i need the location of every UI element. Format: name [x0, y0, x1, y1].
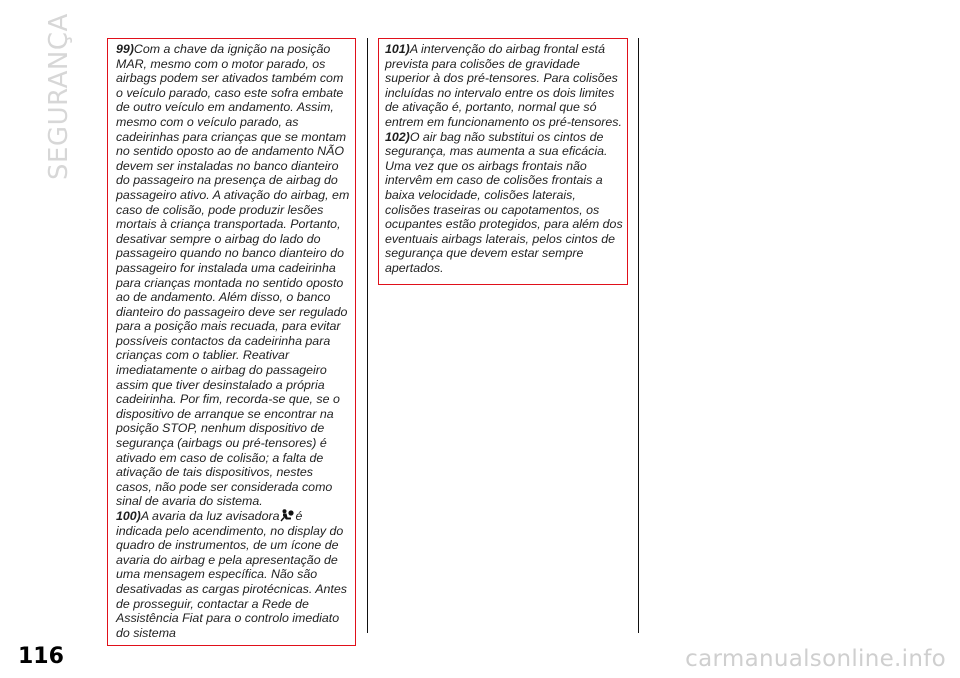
warning-notes-box-left: [107, 38, 356, 646]
note-number: 101): [385, 42, 410, 56]
page-number: 116: [18, 644, 64, 669]
note-102: [385, 130, 623, 276]
airbag-warning-icon: [280, 509, 294, 522]
note-text-continued: é indicada pelo acendimento, no display do quadro de instrumentos, de um ícone de avaria do airbag e pela apresentação de uma mensagem específica. Não são desativadas as cargas pirotécnicas. Antes de prosseguir, contactar a Rede de Assistência Fiat para o controlo imediato do sistema: [116, 509, 347, 640]
note-101: [385, 42, 623, 130]
section-title: SEGURANÇA: [44, 13, 74, 180]
column-divider: [638, 38, 639, 633]
note-text: Com a chave da ignição na posição MAR, mesmo com o motor parado, os airbags podem ser ativados também com o veículo parado, caso este sofra embate de outro veículo em andamento. Assim, mesmo com o veículo parado, as cadeirinhas para crianças que se montam no sentido oposto ao de andamento NÃO devem ser instaladas no banco dianteiro do passageiro na presença de airbag do passageiro ativo. A ativação do airbag, em caso de colisão, pode produzir lesões mortais à criança transportada. Portanto, desativar sempre o airbag do lado do passageiro quando no banco dianteiro do passageiro for instalada uma cadeirinha para crianças montada no sentido oposto ao de andamento. Além disso, o banco dianteiro do passageiro deve ser regulado para a posição mais recuada, para evitar possíveis contactos da cadeirinha para crianças com o tablier. Reativar imediatamente o airbag do passageiro assim que tiver desinstalado a própria cadeirinha. Por fim, recorda-se que, se o dispositivo de arranque se encontrar na posição STOP, nenhum dispositivo de segurança (airbags ou pré-tensores) é ativado em caso de colisão; a falta de ativação de tais dispositivos, nestes casos, não pode ser considerada como sinal de avaria do sistema.: [116, 42, 350, 509]
note-number: 102): [385, 129, 410, 144]
warning-notes-box-right: [378, 38, 628, 285]
note-text: O air bag não substitui os cintos de segurança, mas aumenta a sua eficácia. Uma vez que os airbags frontais não intervêm em caso de colisões frontais a baixa velocidade, colisões laterais, colisões traseiras ou capotamentos, os ocupantes estão protegidos, para além dos eventuais airbags laterais, pelos cintos de segurança que devem estar sempre apertados.: [385, 129, 623, 275]
note-100: [116, 509, 350, 640]
note-text: A intervenção do airbag frontal está prevista para colisões de gravidade superior à dos pré-tensores. Para colisões incluídas no intervalo entre os dois limites de ativação é, portanto, normal que só entrem em funcionamento os pré-tensores.: [385, 42, 622, 129]
watermark: carmanualsonline.info: [685, 646, 946, 672]
note-number: 100): [116, 509, 141, 523]
note-number: 99): [116, 42, 134, 56]
column-divider: [367, 38, 368, 633]
note-text: A avaria da luz avisadora: [140, 509, 280, 523]
note-99: [116, 42, 350, 509]
